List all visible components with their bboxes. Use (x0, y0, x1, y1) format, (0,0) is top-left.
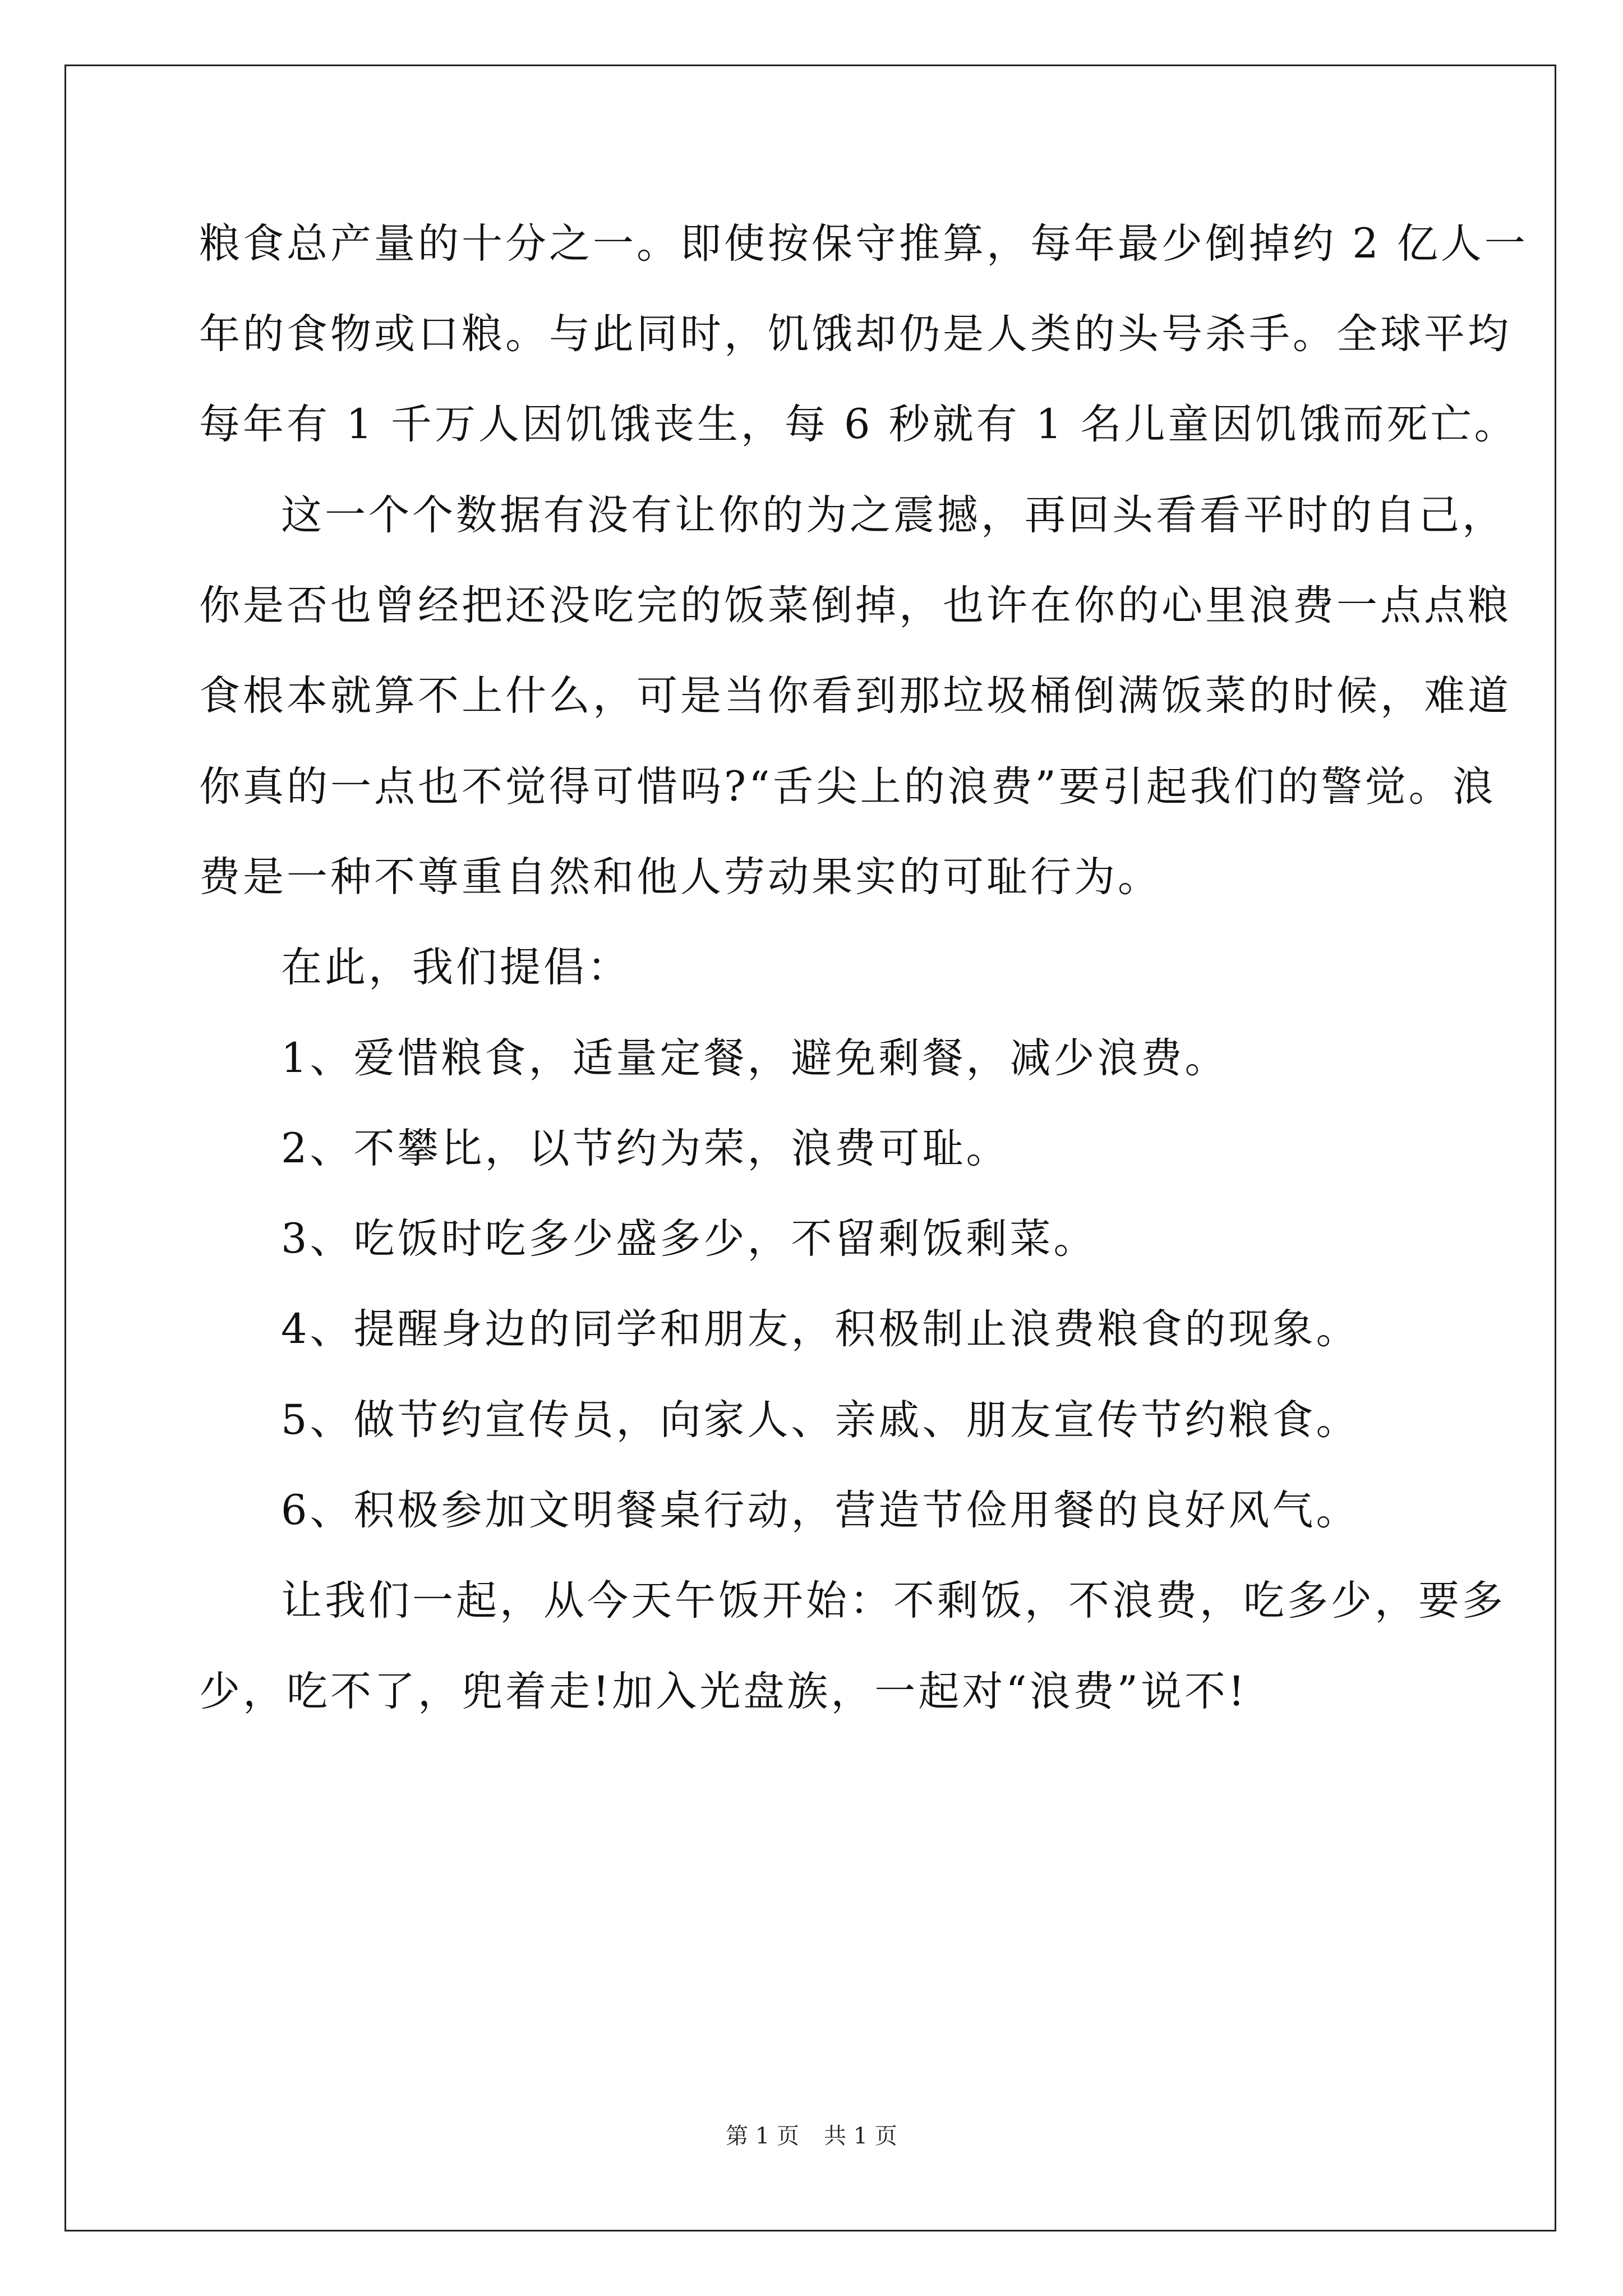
text-line: 你真的一点也不觉得可惜吗?“舌尖上的浪费”要引起我们的警觉。浪 (199, 763, 1496, 811)
proposal-item: 5、做节约宣传员，向家人、亲戚、朋友宣传节约粮食。 (281, 1396, 1360, 1444)
proposal-item: 3、吃饭时吃多少盛多少，不留剩饭剩菜。 (281, 1215, 1098, 1263)
text-line: 每年有 1 千万人因饥饿丧生，每 6 秒就有 1 名儿童因饥饿而死亡。 (199, 401, 1518, 448)
proposal-intro: 在此，我们提倡： (281, 944, 631, 991)
proposal-item: 1、爱惜粮食，适量定餐，避免剩餐，减少浪费。 (281, 1034, 1229, 1082)
text-line: 粮食总产量的十分之一。即使按保守推算，每年最少倒掉约 2 亿人一 (199, 220, 1528, 268)
text-line: 年的食物或口粮。与此同时，饥饿却仍是人类的头号杀手。全球平均 (199, 310, 1511, 358)
text-line: 食根本就算不上什么，可是当你看到那垃圾桶倒满饭菜的时候，难道 (199, 672, 1511, 720)
text-line: 费是一种不尊重自然和他人劳动果实的可耻行为。 (199, 853, 1161, 901)
paragraph-start-line: 让我们一起，从今天午饭开始：不剩饭，不浪费，吃多少，要多 (281, 1577, 1506, 1625)
proposal-item: 2、不攀比，以节约为荣，浪费可耻。 (281, 1125, 1010, 1172)
page-number: 第 1 页 (726, 2123, 799, 2149)
text-line: 你是否也曾经把还没吃完的饭菜倒掉，也许在你的心里浪费一点点粮 (199, 582, 1511, 629)
page-footer (0, 2119, 1623, 2153)
text-line: 少，吃不了，兜着走!加入光盘族，一起对“浪费”说不! (199, 1668, 1248, 1715)
paragraph-start-line: 这一个个数据有没有让你的为之震撼，再回头看看平时的自己， (281, 491, 1506, 539)
proposal-item: 4、提醒身边的同学和朋友，积极制止浪费粮食的现象。 (281, 1305, 1360, 1353)
proposal-item: 6、积极参加文明餐桌行动，营造节俭用餐的良好风气。 (281, 1487, 1360, 1534)
page-total: 共 1 页 (824, 2123, 897, 2149)
